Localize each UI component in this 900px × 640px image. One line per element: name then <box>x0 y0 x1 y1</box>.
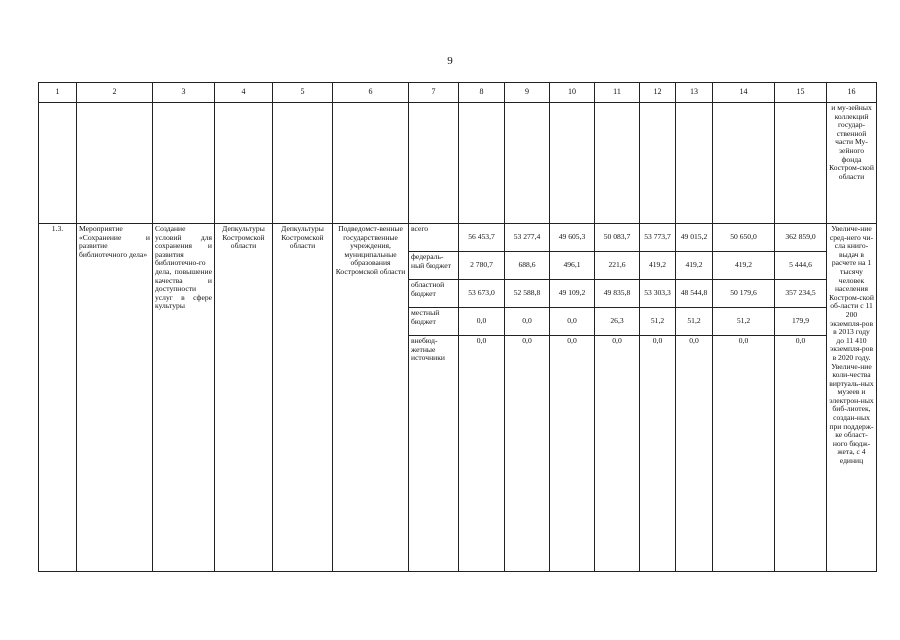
finance-value: 496,1 <box>550 252 595 280</box>
finance-value: 53 673,0 <box>459 280 505 308</box>
column-header: 6 <box>333 83 409 103</box>
finance-value: 0,0 <box>550 336 595 572</box>
finance-value: 0,0 <box>713 336 775 572</box>
column-header: 8 <box>459 83 505 103</box>
finance-value: 419,2 <box>676 252 713 280</box>
column-header: 16 <box>827 83 877 103</box>
finance-value: 50 083,7 <box>595 224 640 252</box>
finance-value: 0,0 <box>550 308 595 336</box>
column-number-row <box>39 83 877 103</box>
column-header: 1 <box>39 83 77 103</box>
finance-value: 688,6 <box>505 252 550 280</box>
column-header: 11 <box>595 83 640 103</box>
finance-value: 362 859,0 <box>775 224 827 252</box>
continuation-row <box>39 103 877 224</box>
finance-value: 419,2 <box>640 252 676 280</box>
column-header: 3 <box>153 83 215 103</box>
page-number: 9 <box>447 55 453 67</box>
finance-source: федераль-ный бюджет <box>409 252 459 280</box>
event-executor: Депкультуры Костромской области <box>215 224 273 572</box>
finance-source: местный бюджет <box>409 308 459 336</box>
column-header: 15 <box>775 83 827 103</box>
finance-value: 221,6 <box>595 252 640 280</box>
finance-source: внебюд-жетные источники <box>409 336 459 572</box>
finance-value: 51,2 <box>640 308 676 336</box>
finance-value: 53 773,7 <box>640 224 676 252</box>
finance-value: 0,0 <box>595 336 640 572</box>
column-header: 10 <box>550 83 595 103</box>
finance-value: 357 234,5 <box>775 280 827 308</box>
finance-value: 26,3 <box>595 308 640 336</box>
column-header: 9 <box>505 83 550 103</box>
finance-value: 49 835,8 <box>595 280 640 308</box>
column-header: 5 <box>273 83 333 103</box>
finance-value: 179,9 <box>775 308 827 336</box>
finance-value: 49 605,3 <box>550 224 595 252</box>
event-number: 1.3. <box>39 224 77 572</box>
event-participants: Подведомст-венные государственные учреждения, муниципальные образования Костромской области <box>333 224 409 572</box>
program-table <box>38 82 877 572</box>
column-header: 13 <box>676 83 713 103</box>
finance-value: 49 109,2 <box>550 280 595 308</box>
column-header: 12 <box>640 83 676 103</box>
finance-value: 5 444,6 <box>775 252 827 280</box>
finance-value: 0,0 <box>459 336 505 572</box>
finance-value: 0,0 <box>505 308 550 336</box>
column-header: 7 <box>409 83 459 103</box>
finance-value: 51,2 <box>676 308 713 336</box>
continuation-indicator-text: и му-зейных коллекций государ-ственной части Му-зейного фонда Костром-ской области <box>827 103 877 224</box>
finance-source: всего <box>409 224 459 252</box>
finance-value: 0,0 <box>640 336 676 572</box>
finance-value: 48 544,8 <box>676 280 713 308</box>
finance-value: 0,0 <box>775 336 827 572</box>
finance-value: 56 453,7 <box>459 224 505 252</box>
target-indicator-text: Увеличе-ние сред-него чи-сла книго-выдач в расчете на 1 тысячу человек населения Костром-ской об-ласти с 11 200 экземпля-ров в 2013 году до 11 410 экземпля-ров в 2020 году. Увеличе-ние коли-чества виртуаль-ных музеев и электрон-ных биб-лиотек, создан-ных при поддерж-ке област-ного бюдж-жета, с 4 единиц <box>827 224 877 572</box>
finance-source: областной бюджет <box>409 280 459 308</box>
finance-value: 50 179,6 <box>713 280 775 308</box>
finance-value: 51,2 <box>713 308 775 336</box>
finance-row-total <box>39 224 877 252</box>
column-header: 4 <box>215 83 273 103</box>
event-responsible: Депкультуры Костромской области <box>273 224 333 572</box>
column-header: 2 <box>77 83 153 103</box>
finance-value: 419,2 <box>713 252 775 280</box>
finance-value: 0,0 <box>505 336 550 572</box>
finance-value: 49 015,2 <box>676 224 713 252</box>
finance-value: 53 303,3 <box>640 280 676 308</box>
column-header: 14 <box>713 83 775 103</box>
finance-value: 52 588,8 <box>505 280 550 308</box>
finance-value: 53 277,4 <box>505 224 550 252</box>
finance-value: 0,0 <box>459 308 505 336</box>
event-name: Мероприятие «Сохранение и развитие библиотечного дела» <box>77 224 153 572</box>
finance-value: 0,0 <box>676 336 713 572</box>
event-goal: Создание условий для сохранения и развития библиотечно-го дела, повышение качества и доступности услуг в сфере культуры <box>153 224 215 572</box>
finance-value: 50 650,0 <box>713 224 775 252</box>
finance-value: 2 780,7 <box>459 252 505 280</box>
